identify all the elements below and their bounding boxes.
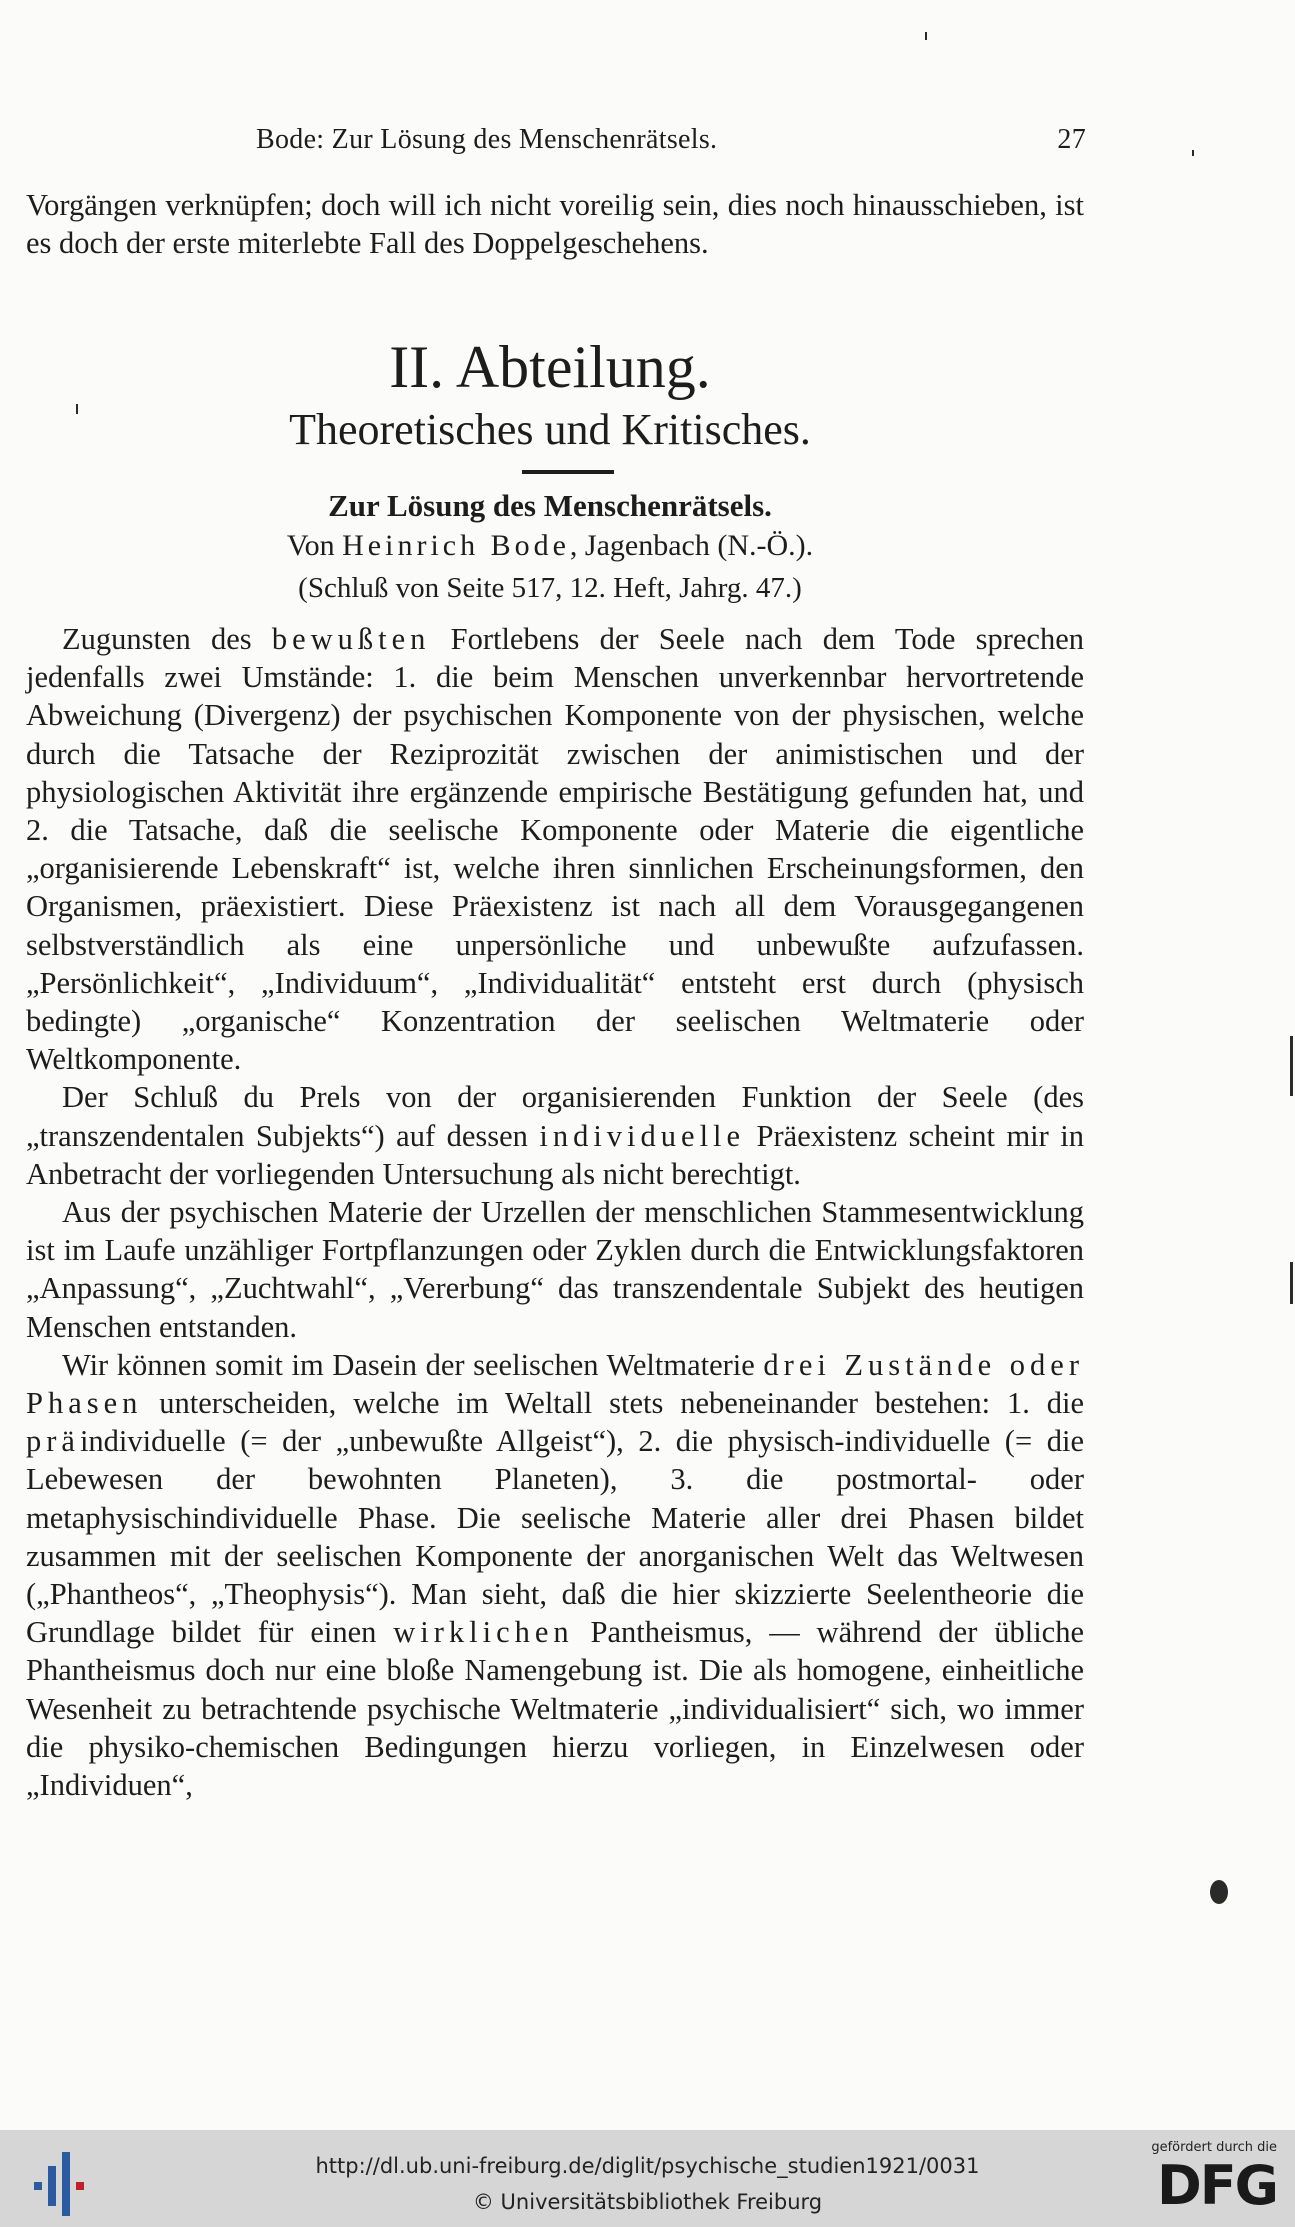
continued-paragraph bbox=[26, 186, 1084, 262]
paragraph-1-text-a: Zugunsten des bbox=[62, 622, 272, 656]
paragraph-4 bbox=[26, 1346, 1084, 1804]
paragraph-2-text-b: Präexistenz scheint mir in Anbetracht der vorliegenden Untersuchung als nicht berechtigt. bbox=[26, 1118, 1084, 1191]
running-title: Bode: Zur Lösung des Menschenrätsels. bbox=[256, 124, 718, 155]
title-rule bbox=[522, 470, 614, 474]
running-header bbox=[256, 124, 1086, 156]
footer-url-link[interactable]: http://dl.ub.uni-freiburg.de/diglit/psychische_studien1921/0031 bbox=[315, 2154, 980, 2178]
paragraph-4-emphasis-1: drei Zustände oder Phasen bbox=[26, 1347, 1084, 1421]
byline-place: , Jagenbach (N.-Ö.). bbox=[569, 529, 814, 562]
paragraph-4-emphasis-2: prä bbox=[26, 1424, 80, 1459]
paragraph-1-text-b: Fortlebens der Seele nach dem Tode sprechen jedenfalls zwei Umstände: 1. die beim Menschen unverkennbar hervortretende Abweichung (Divergenz) der psychischen Komponente von der physischen, welche durch die Tatsache der Reziprozität zwischen der animistischen und der physiologischen Aktivität ihre ergänzende empirische Bestätigung gefunden hat, und 2. die Tatsache, daß die seelische Komponente oder Materie die eigentliche „organisierende Lebenskraft“ ist, welche ihren sinnlichen Erscheinungsformen, den Organismen, präexistiert. Diese Präexistenz ist nach all dem Vorausgegangenen selbstverständlich als eine unpersönliche und unbewußte aufzufassen. „Persönlichkeit“, „Individuum“, „Individualität“ entsteht erst durch (physisch bedingte) „organische“ Konzentration der seelischen Weltmaterie oder Weltkomponente. bbox=[26, 622, 1085, 1077]
continued-text: Vorgängen verknüpfen; doch will ich nicht voreilig sein, dies noch hinausschieben, ist es doch der erste miterlebte Fall des Doppelgeschehens. bbox=[26, 188, 1084, 261]
paragraph-4-text-b: unterscheiden, welche im Weltall stets nebeneinander bestehen: 1. die bbox=[142, 1386, 1084, 1421]
dfg-tagline: gefördert durch die bbox=[1151, 2140, 1277, 2155]
author-name: Heinrich Bode bbox=[342, 529, 570, 562]
page-number: 27 bbox=[1057, 124, 1086, 155]
footer-bar bbox=[0, 2130, 1295, 2227]
scan-speck bbox=[1192, 150, 1194, 156]
footer-copyright: © Universitätsbibliothek Freiburg bbox=[472, 2190, 823, 2214]
paragraph-4-text-a: Wir können somit im Dasein der seelischen Weltmaterie bbox=[62, 1347, 764, 1382]
paragraph-2-emphasis: individuelle bbox=[539, 1118, 746, 1153]
byline-prefix: Von bbox=[286, 529, 335, 562]
paragraph-4-text-d: Pantheismus, — während der übliche Phantheismus doch nur eine bloße Namengebung ist. Die als homogene, einheitliche Wesenheit zu betrachtende psychische Weltmaterie „individualisiert“ sich, wo immer die physiko-chemischen Bedingungen hierzu vorliegen, in Einzelwesen oder „Individuen“, bbox=[26, 1615, 1084, 1803]
paragraph-4-text-c: individuelle (= der „unbewußte Allgeist“), 2. die physisch-individuelle (= die Lebewesen der bewohnten Planeten), 3. die postmortal- oder metaphysischindividuelle Phase. Die seelische Materie aller drei Phasen bildet zusammen mit der seelischen Komponente der anorganischen Welt das Weltwesen („Phantheos“, „Theophysis“). Man sieht, daß die hier skizzierte Seelentheorie die Grundlage bildet für einen bbox=[26, 1424, 1084, 1650]
section-subtitle: Theoretisches und Kritisches. bbox=[289, 405, 811, 454]
section-title: II. Abteilung. bbox=[389, 334, 711, 400]
scan-speck bbox=[925, 32, 927, 40]
ink-blot bbox=[1210, 1880, 1228, 1904]
paragraph-2 bbox=[26, 1078, 1084, 1193]
scan-edge-mark bbox=[1290, 1262, 1293, 1304]
paragraph-3: Aus der psychischen Materie der Urzellen der menschlichen Stammesentwicklung ist im Laufe unzähliger Fortpflanzungen oder Zyklen durch die Entwicklungsfaktoren „Anpassung“, „Zuchtwahl“, „Vererbung“ das transzendentale Subjekt des heutigen Menschen entstanden. bbox=[26, 1195, 1084, 1344]
continuation-note: (Schluß von Seite 517, 12. Heft, Jahrg. 47.) bbox=[298, 572, 802, 604]
byline bbox=[0, 526, 1100, 566]
dfg-wordmark: DFG bbox=[1156, 2154, 1277, 2217]
article-title: Zur Lösung des Menschenrätsels. bbox=[328, 488, 772, 523]
paragraph-1 bbox=[26, 620, 1084, 1078]
paragraph-2-text-a: Der Schluß du Prels von der organisierenden Funktion der Seele (des „transzendentalen Subjekts“) auf dessen bbox=[26, 1080, 1084, 1153]
scan-edge-mark bbox=[1290, 1036, 1293, 1096]
paragraph-1-emphasis: bewußten bbox=[271, 622, 431, 656]
paragraph-4-emphasis-3: wirklichen bbox=[393, 1615, 574, 1650]
dfg-logo bbox=[1147, 2140, 1277, 2220]
article-body bbox=[26, 620, 1084, 1804]
scan-speck bbox=[76, 404, 78, 414]
